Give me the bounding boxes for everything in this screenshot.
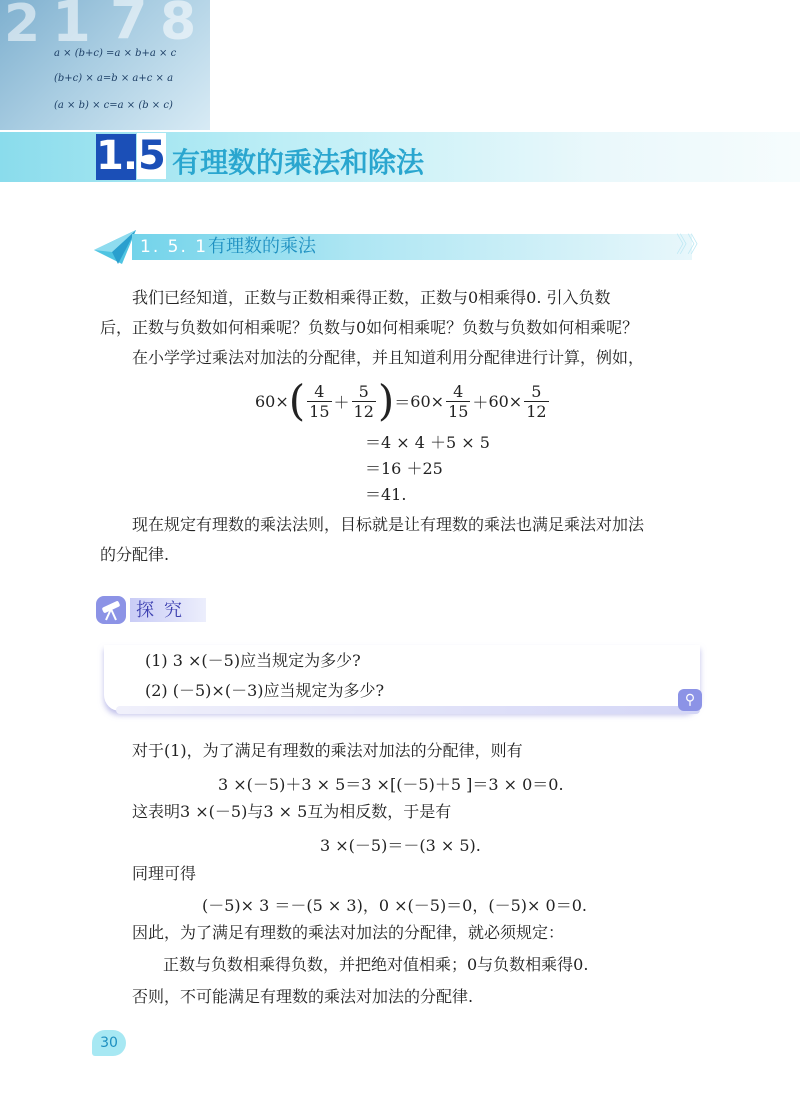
bg-digit: 8 xyxy=(160,0,197,52)
example-step-3: ＝16 ＋25 xyxy=(365,459,443,478)
body-line-5: 否则，不可能满足有理数的乘法对加法的分配律. xyxy=(132,987,474,1006)
header-decorative-image xyxy=(0,0,210,130)
fraction: $\frac{5}{12}$ xyxy=(526,381,547,421)
plus-sign: ＋ xyxy=(472,392,489,412)
example-step-4: ＝41. xyxy=(365,485,407,504)
body-line-1: 对于(1)，为了满足有理数的乘法对加法的分配律，则有 xyxy=(132,741,523,760)
subsection-number: 1. 5. 1 xyxy=(140,237,209,257)
fraction: $\frac{4}{15}$ xyxy=(448,381,469,421)
section-number-dot: . xyxy=(122,133,138,179)
bg-digit: 7 xyxy=(110,0,148,51)
question-1: (1) 3 ×(－5)应当规定为多少? xyxy=(145,651,361,670)
rule-intro-line-1: 现在规定有理数的乘法法则，目标就是让有理数的乘法也满足乘法对加法 xyxy=(132,515,645,534)
example-step-2: ＝4 × 4 ＋5 × 5 xyxy=(365,433,490,452)
times-sign: × xyxy=(508,391,523,411)
intro-line-2: 后，正数与负数如何相乘呢？负数与0如何相乘呢？负数与负数如何相乘呢？ xyxy=(100,318,639,337)
section-number-major: 1 xyxy=(96,133,123,179)
equation-3: (－5)× 3 ＝－(5 × 3)，0 ×(－5)＝0，(－5)× 0＝0. xyxy=(202,896,587,915)
intro-line-3: 在小学学过乘法对加法的分配律，并且知道利用分配律进行计算，例如， xyxy=(132,348,645,367)
rule-intro-line-2: 的分配律. xyxy=(100,545,170,564)
header-formula: (a × b) × c=a × (b × c) xyxy=(54,100,173,111)
subsection-title: 有理数的乘法 xyxy=(208,236,316,257)
equation-1: 3 ×(－5)＋3 × 5＝3 ×[(－5)＋5 ]＝3 × 0＝0. xyxy=(218,775,564,794)
fraction: $\frac{4}{15}$ xyxy=(309,381,330,421)
bg-digit: 2 xyxy=(4,0,41,54)
section-number-minor: 5 xyxy=(138,133,165,179)
example-equation-line-1 xyxy=(255,378,551,424)
section-number xyxy=(96,133,166,179)
intro-line-1: 我们已经知道，正数与正数相乘得正数，正数与0相乘得0. 引入负数 xyxy=(132,288,611,307)
fraction: $\frac{5}{12}$ xyxy=(353,381,374,421)
body-line-2: 这表明3 ×(－5)与3 × 5互为相反数，于是有 xyxy=(132,802,452,821)
header-formula: a × (b+c) =a × b+a × c xyxy=(54,48,177,59)
equals-sign: ＝ xyxy=(394,392,411,412)
multiplication-rule: 正数与负数相乘得负数，并把绝对值相乘；0与负数相乘得0. xyxy=(163,955,589,974)
chevrons-icon: 》》 xyxy=(676,233,710,258)
times-sign: × xyxy=(275,391,289,411)
header-formula: (b+c) × a=b × a+c × a xyxy=(54,73,174,84)
telescope-icon xyxy=(96,596,126,624)
factor: 60 xyxy=(410,391,431,411)
right-paren: ) xyxy=(377,376,395,425)
body-line-4: 因此，为了满足有理数的乘法对加法的分配律，就必须规定： xyxy=(132,923,565,942)
explore-title: 探究 xyxy=(136,600,192,621)
section-title: 有理数的乘法和除法 xyxy=(172,146,425,179)
magnifier-icon: ⚲ xyxy=(678,689,702,711)
bg-digit: 1 xyxy=(52,0,91,55)
equation-2: 3 ×(－5)＝－(3 × 5). xyxy=(320,836,481,855)
left-paren: ( xyxy=(288,376,306,425)
body-line-3: 同理可得 xyxy=(132,864,197,883)
question-2: (2) (－5)×(－3)应当规定为多少? xyxy=(145,681,385,700)
plus-sign: ＋ xyxy=(333,392,350,412)
factor: 60 xyxy=(255,391,276,411)
factor: 60 xyxy=(488,391,509,411)
times-sign: × xyxy=(430,391,445,411)
page-number: 30 xyxy=(92,1030,126,1056)
question-box-underline xyxy=(116,706,700,714)
